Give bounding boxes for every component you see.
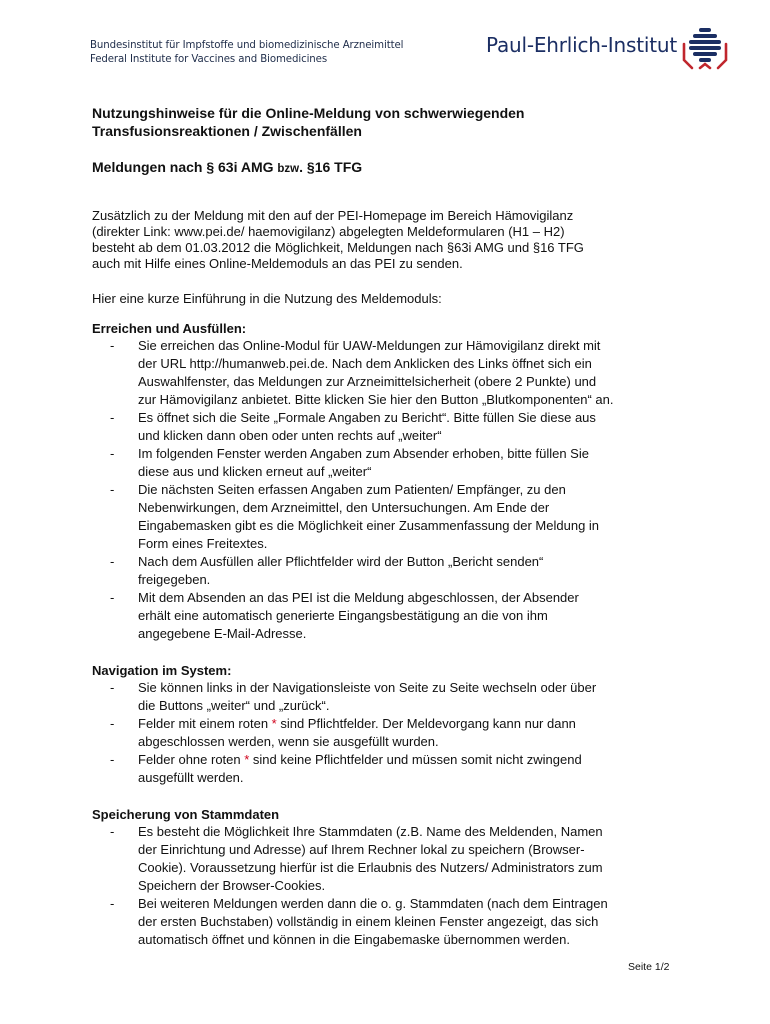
logo-text: Paul-Ehrlich-Institut <box>486 33 677 57</box>
list-item-line: Auswahlfenster, das Meldungen zur Arzneimittelsicherheit (obere 2 Punkte) und <box>138 374 597 389</box>
bullet-dash: - <box>110 554 115 569</box>
list-item <box>92 337 692 409</box>
list-item-line: Nebenwirkungen, dem Arzneimittel, den Untersuchungen. Am Ende der <box>138 500 550 515</box>
list-item-line: Bei weiteren Meldungen werden dann die o. g. Stammdaten (nach dem Eintragen <box>138 896 608 911</box>
required-asterisk: * <box>244 752 250 767</box>
list-item-line: Im folgenden Fenster werden Angaben zum Absender erhoben, bitte füllen Sie <box>138 446 589 461</box>
list-item-line: Es besteht die Möglichkeit Ihre Stammdaten (z.B. Name des Meldenden, Namen <box>138 824 603 839</box>
list-item-line: Sie können links in der Navigationsleiste von Seite zu Seite wechseln oder über <box>138 680 597 695</box>
list-item-line: diese aus und klicken erneut auf „weiter“ <box>138 464 372 479</box>
intro-line: Zusätzlich zu der Meldung mit den auf der PEI-Homepage im Bereich Hämovigilanz <box>92 208 574 223</box>
list-item <box>92 895 692 949</box>
list-item-line: zur Hämovigilanz anbietet. Bitte klicken Sie hier den Button „Blutkomponenten“ an. <box>138 392 614 407</box>
section-heading: Erreichen und Ausfüllen: <box>92 321 247 336</box>
list-item <box>92 823 692 895</box>
list-item-text: Felder ohne roten <box>138 752 245 767</box>
subtitle-text-end: . §16 TFG <box>299 159 363 175</box>
list-item-line: Eingabemasken gibt es die Möglichkeit einer Zusammenfassung der Meldung in <box>138 518 600 533</box>
list-item-line: Nach dem Ausfüllen aller Pflichtfelder wird der Button „Bericht senden“ <box>138 554 544 569</box>
bullet-dash: - <box>110 446 115 461</box>
list-item-line: Speichern der Browser-Cookies. <box>138 878 326 893</box>
list-item <box>92 679 692 715</box>
list-item-text: Felder mit einem roten <box>138 716 272 731</box>
section-heading: Speicherung von Stammdaten <box>92 807 280 822</box>
bullet-list <box>92 823 692 949</box>
bullet-dash: - <box>110 482 115 497</box>
document-subtitle <box>92 158 692 178</box>
list-item <box>92 481 692 553</box>
list-item-line: erhält eine automatisch generierte Eingangsbestätigung an die von ihm <box>138 608 548 623</box>
list-item-line: abgeschlossen werden, wenn sie ausgefüllt wurden. <box>138 734 439 749</box>
list-item-line: und klicken dann oben oder unten rechts auf „weiter“ <box>138 428 442 443</box>
list-item <box>92 715 692 751</box>
intro-line: besteht ab dem 01.03.2012 die Möglichkeit, Meldungen nach §63i AMG und §16 TFG <box>92 240 584 255</box>
bullet-dash: - <box>110 896 115 911</box>
sections-container <box>92 320 692 949</box>
list-item-line: der ersten Buchstaben) vollständig in einem kleinen Fenster angezeigt, das sich <box>138 914 599 929</box>
list-item-line: angegebene E-Mail-Adresse. <box>138 626 307 641</box>
list-item-line: automatisch öffnet und können in die Eingabemaske übernommen werden. <box>138 932 570 947</box>
institute-name-de: Bundesinstitut für Impfstoffe und biomedizinische Arzneimittel <box>90 40 404 51</box>
bullet-dash: - <box>110 824 115 839</box>
list-item-line: Sie erreichen das Online-Modul für UAW-Meldungen zur Hämovigilanz direkt mit <box>138 338 601 353</box>
title-line-1: Nutzungshinweise für die Online-Meldung von schwerwiegenden <box>92 105 525 121</box>
bullet-dash: - <box>110 590 115 605</box>
title-line-2: Transfusionsreaktionen / Zwischenfällen <box>92 123 362 139</box>
list-item-line: der URL http://humanweb.pei.de. Nach dem Anklicken des Links öffnet sich ein <box>138 356 592 371</box>
list-item-text: sind keine Pflichtfelder und müssen somit nicht zwingend <box>249 752 582 767</box>
bullet-list <box>92 337 692 643</box>
bullet-dash: - <box>110 752 115 767</box>
intro-sentence: Hier eine kurze Einführung in die Nutzung des Meldemoduls: <box>92 291 442 306</box>
document-title <box>92 104 692 140</box>
list-item-text: sind Pflichtfelder. Der Meldevorgang kann nur dann <box>276 716 576 731</box>
list-item-line: Cookie). Voraussetzung hierfür ist die Erlaubnis des Nutzers/ Administrators zum <box>138 860 603 875</box>
list-item <box>92 589 692 643</box>
bullet-dash: - <box>110 410 115 425</box>
page-number: Seite 1/2 <box>628 961 670 973</box>
list-item-line: Die nächsten Seiten erfassen Angaben zum Patienten/ Empfänger, zu den <box>138 482 566 497</box>
list-item-line: ausgefüllt werden. <box>138 770 244 785</box>
required-asterisk: * <box>271 716 277 731</box>
bullet-dash: - <box>110 716 115 731</box>
institute-name-en: Federal Institute for Vaccines and Biomedicines <box>90 54 328 65</box>
bullet-list <box>92 679 692 787</box>
list-item-line: freigegeben. <box>138 572 211 587</box>
document-body <box>92 104 692 949</box>
list-item-line: Es öffnet sich die Seite „Formale Angaben zu Bericht“. Bitte füllen Sie diese aus <box>138 410 596 425</box>
list-item-line: Mit dem Absenden an das PEI ist die Meldung abgeschlossen, der Absender <box>138 590 579 605</box>
section-heading: Navigation im System: <box>92 663 232 678</box>
institute-name-block <box>90 39 403 67</box>
pei-logo-icon <box>680 24 730 74</box>
subtitle-text: Meldungen nach § 63i AMG <box>92 159 278 175</box>
list-item <box>92 445 692 481</box>
bullet-dash: - <box>110 680 115 695</box>
intro-line: (direkter Link: www.pei.de/ haemovigilanz) abgelegten Meldeformularen (H1 – H2) <box>92 224 565 239</box>
subtitle-small-text: bzw <box>277 163 300 175</box>
bullet-dash: - <box>110 338 115 353</box>
intro-paragraph <box>92 208 692 272</box>
list-item <box>92 553 692 589</box>
intro-line: auch mit Hilfe eines Online-Meldemoduls an das PEI zu senden. <box>92 256 463 271</box>
list-item <box>92 751 692 787</box>
list-item-line: die Buttons „weiter“ und „zurück“. <box>138 698 330 713</box>
list-item-line: der Einrichtung und Adresse) auf Ihrem Rechner lokal zu speichern (Browser- <box>138 842 585 857</box>
list-item <box>92 409 692 445</box>
list-item-line: Form eines Freitextes. <box>138 536 268 551</box>
